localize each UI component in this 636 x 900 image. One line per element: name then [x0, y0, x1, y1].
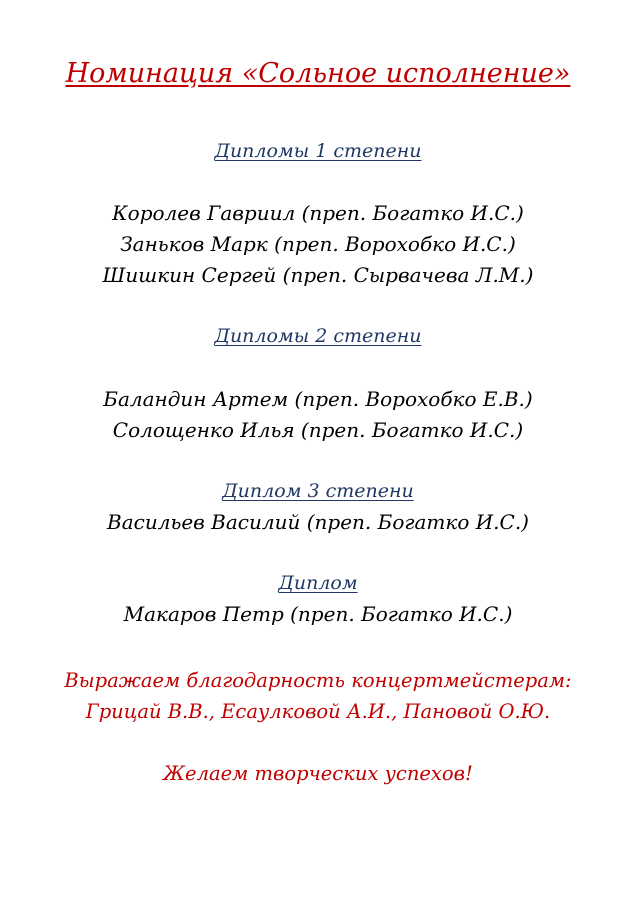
section-heading-diploma-3: Диплом 3 степени [222, 480, 414, 502]
wishes-line: Желаем творческих успехов! [163, 762, 473, 785]
entry-line: Васильев Василий (преп. Богатко И.С.) [107, 510, 529, 534]
section-heading-diploma-2: Дипломы 2 степени [214, 325, 422, 347]
entry-line: Солощенко Илья (преп. Богатко И.С.) [112, 418, 524, 442]
entry-line: Шишкин Сергей (преп. Сырвачева Л.М.) [102, 263, 534, 287]
thanks-names: Грицай В.В., Есаулковой А.И., Пановой О.Ю. [85, 700, 551, 723]
entry-line: Макаров Петр (преп. Богатко И.С.) [123, 602, 513, 626]
thanks-line: Выражаем благодарность концертмейстерам: [64, 669, 572, 692]
entry-line: Заньков Марк (преп. Ворохобко И.С.) [120, 232, 516, 256]
entry-line: Баландин Артем (преп. Ворохобко Е.В.) [103, 387, 533, 411]
section-heading-diploma-1: Дипломы 1 степени [214, 140, 422, 162]
section-heading-diploma: Диплом [278, 572, 358, 594]
page-title: Номинация «Сольное исполнение» [65, 58, 571, 89]
entry-line: Королев Гавриил (преп. Богатко И.С.) [112, 201, 524, 225]
